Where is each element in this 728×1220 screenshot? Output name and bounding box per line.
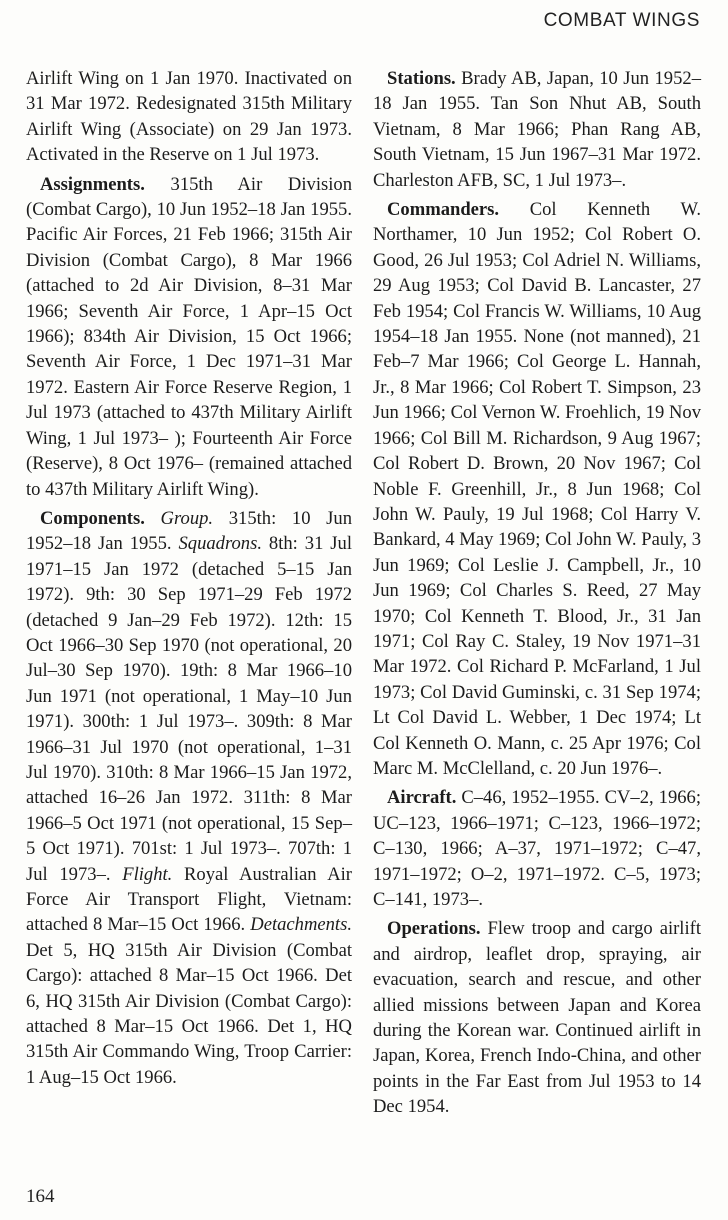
aircraft-paragraph [373,785,701,912]
aircraft-heading: Aircraft. [387,787,457,809]
left-column [26,66,352,1090]
detachments-label: Detachments. [250,914,352,936]
components-heading: Components. [40,507,145,529]
group-text: 315th: 10 Jun 1952–18 Jan 1955. [26,507,352,555]
assignments-heading: Assignments. [40,173,145,195]
right-column [373,66,701,1120]
commanders-text: Col Kenneth W. Northamer, 10 Jun 1952; Col Robert O. Good, 26 Jul 1953; Col Adriel N. Williams, 29 Aug 1953; Col David B. Lancaster, 27 Feb 1954; Col Francis W. Williams, 10 Aug 1954–18 Jan 1955. None (not manned), 21 Feb–7 Mar 1966; Col George L. Hannah, Jr., 8 Mar 1966; Col Robert T. Simpson, 23 Jun 1966; Col Vernon W. Froehlich, 19 Nov 1966; Col Bill M. Richardson, 9 Aug 1967; Col Robert D. Brown, 20 Nov 1967; Col Noble F. Greenhill, Jr., 8 Jun 1968; Col John W. Pauly, 19 Jul 1968; Col Harry V. Bankard, 4 May 1969; Col John W. Pauly, 3 Jun 1969; Col Leslie J. Campbell, Jr., 10 Jun 1969; Col Charles S. Reed, 27 May 1970; Col Kenneth T. Blood, Jr., 31 Jan 1971; Col Ray C. Staley, 19 Nov 1971–31 Mar 1972. Col Richard P. McFarland, 1 Jul 1973; Col David Guminski, c. 31 Sep 1974; Lt Col David L. Webber, 1 Dec 1974; Lt Col Kenneth O. Mann, c. 25 Apr 1976; Col Marc M. McClelland, c. 20 Jun 1976–. [373,199,701,779]
running-head: COMBAT WINGS [543,10,700,31]
aircraft-text: C–46, 1952–1955. CV–2, 1966; UC–123, 1966–1971; C–123, 1966–1972; C–130, 1966; A–37, 1971–1972; C–47, 1971–1972; O–2, 1971–1972. C–5, 1973; C–141, 1973–. [373,787,701,910]
components-paragraph [26,506,352,1090]
squadrons-text: 8th: 31 Jul 1971–15 Jan 1972 (detached 5–15 Jan 1972). 9th: 30 Sep 1971–29 Feb 1972 (detached 9 Jan–29 Feb 1972). 12th: 15 Oct 1966–30 Sep 1970 (not operational, 20 Jul–30 Sep 1970). 19th: 8 Mar 1966–10 Jun 1971 (not operational, 1 May–10 Jun 1971). 300th: 1 Jul 1973–. 309th: 8 Mar 1966–31 Jul 1970 (not operational, 1–31 Jul 1970). 310th: 8 Mar 1966–15 Jan 1972, attached 16–26 Jan 1972. 311th: 8 Mar 1966–5 Oct 1971 (not operational, 15 Sep–5 Oct 1971). 701st: 1 Jul 1973–. 707th: 1 Jul 1973–. [26,533,352,885]
stations-paragraph [373,66,701,193]
commanders-paragraph [373,197,701,781]
operations-heading: Operations. [387,918,481,940]
commanders-heading: Commanders. [387,199,500,221]
stations-text: Brady AB, Japan, 10 Jun 1952–18 Jan 1955. Tan Son Nhut AB, South Vietnam, 8 Mar 1966; Phan Rang AB, South Vietnam, 15 Jun 1967–31 Mar 1972. Charleston AFB, SC, 1 Jul 1973–. [373,68,701,191]
squadrons-label: Squadrons. [178,533,262,555]
flight-label: Flight. [122,863,173,885]
flight-text: Royal Australian Air Force Air Transport Flight, Vietnam: attached 8 Mar–15 Oct 1966. [26,863,352,936]
continuation-paragraph: Airlift Wing on 1 Jan 1970. Inactivated on 31 Mar 1972. Redesignated 315th Military Airlift Wing (Associate) on 29 Jan 1973. Activated in the Reserve on 1 Jul 1973. [26,68,352,166]
assignments-paragraph [26,172,352,502]
operations-paragraph [373,916,701,1119]
operations-text: Flew troop and cargo airlift and airdrop, leaflet drop, spraying, air evacuation, search and rescue, and other allied missions between Japan and Korea during the Korean war. Continued airlift in Japan, Korea, French Indo-China, and other points in the Far East from Jul 1953 to 14 Dec 1954. [373,918,701,1118]
detachments-text: Det 5, HQ 315th Air Division (Combat Cargo): attached 8 Mar–15 Oct 1966. Det 6, HQ 315th Air Division (Combat Cargo): attached 8 Mar–15 Oct 1966. Det 1, HQ 315th Air Commando Wing, Troop Carrier: 1 Aug–15 Oct 1966. [26,939,352,1088]
stations-heading: Stations. [387,68,456,89]
assignments-text: 315th Air Division (Combat Cargo), 10 Jun 1952–18 Jan 1955. Pacific Air Forces, 21 Feb 1966; 315th Air Division (Combat Cargo), 8 Mar 1966 (attached to 2d Air Division, 8–31 Mar 1966; Seventh Air Force, 1 Apr–15 Oct 1966); 834th Air Division, 15 Oct 1966; Seventh Air Force, 1 Dec 1971–31 Mar 1972. Eastern Air Force Reserve Region, 1 Jul 1973 (attached to 437th Military Airlift Wing, 1 Jul 1973– ); Fourteenth Air Force (Reserve), 8 Oct 1976– (remained attached to 437th Military Airlift Wing). [26,173,352,500]
page-number: 164 [26,1186,55,1207]
group-label: Group. [160,507,214,529]
